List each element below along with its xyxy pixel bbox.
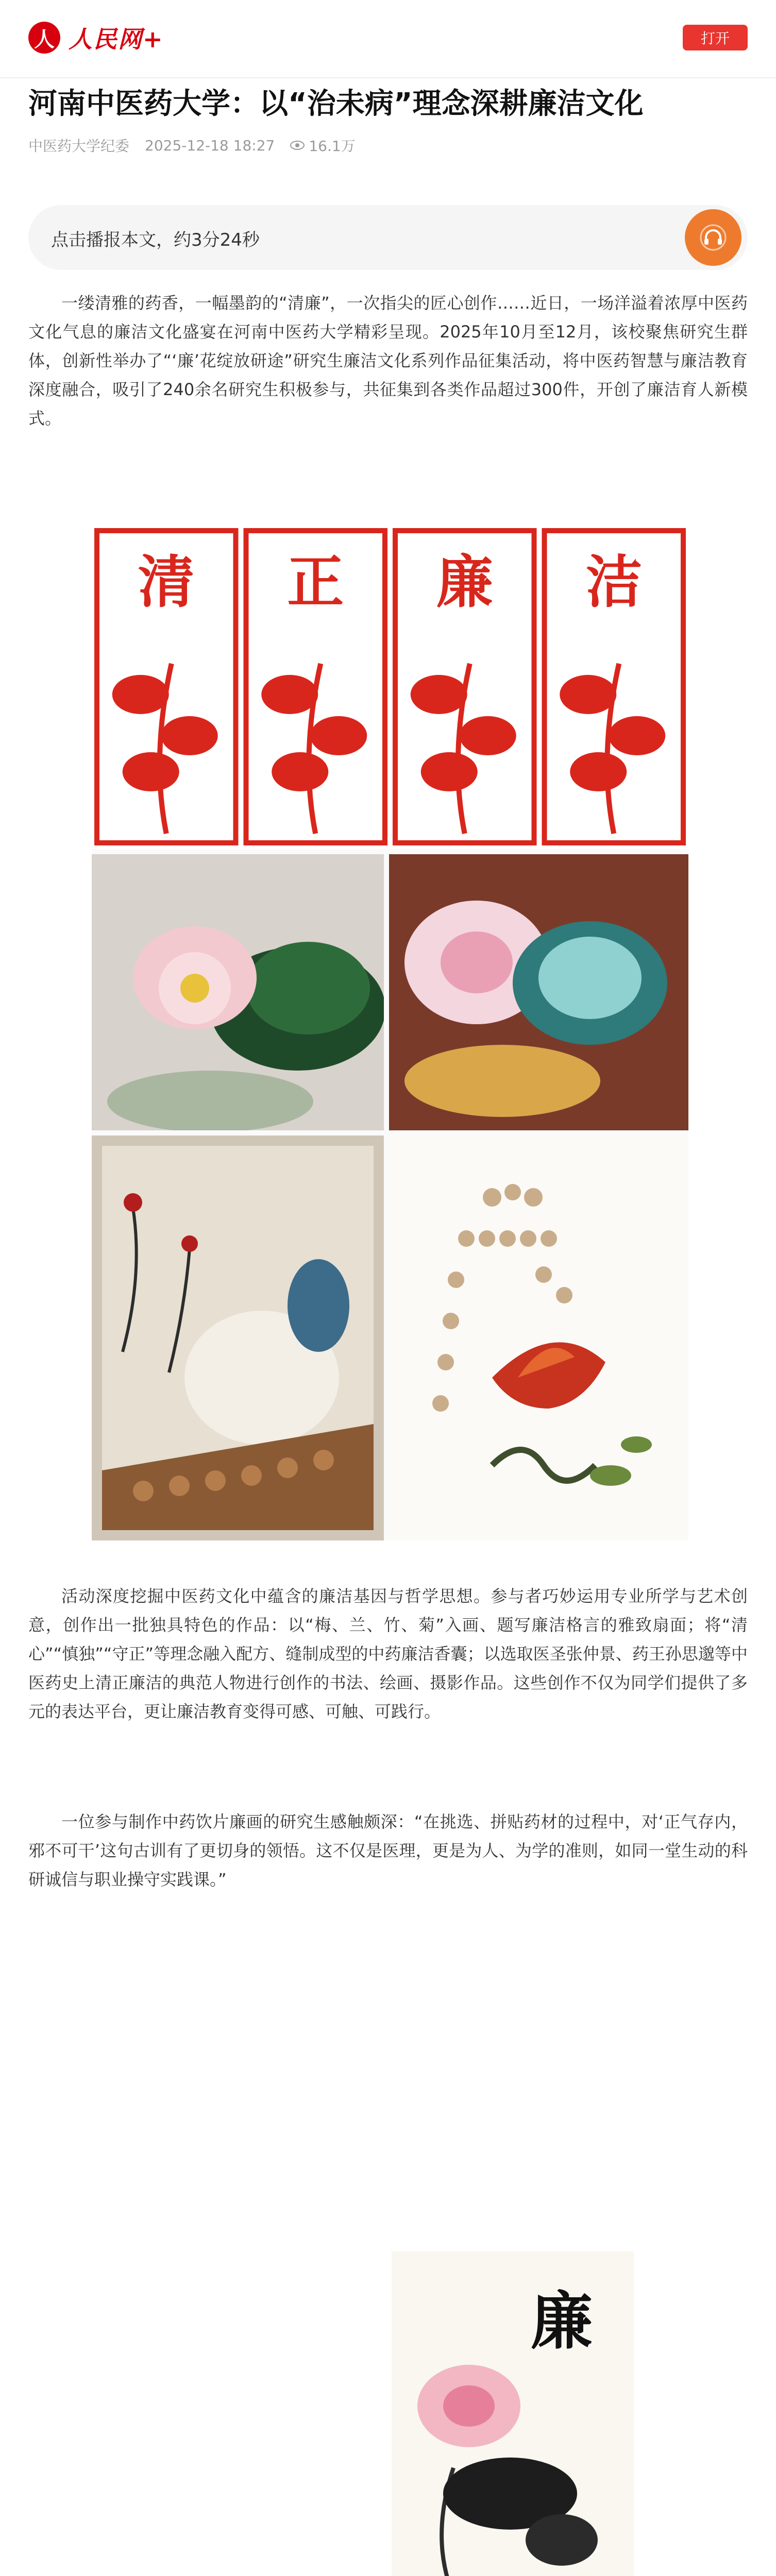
open-app-button[interactable]: 打开 (683, 25, 748, 50)
papercut-panel (97, 531, 236, 843)
brand-logo[interactable] (28, 20, 164, 56)
slogan-calligraphy (145, 2251, 387, 2576)
calligraphy-scroll-right (392, 1932, 634, 2246)
papercut-character: 正 (287, 549, 344, 615)
article-source: 中医药大学纪委 (28, 138, 130, 155)
papercut-panel (395, 531, 534, 843)
lotus-craft-photo-left (92, 854, 384, 1130)
article-title: 河南中医药大学：以“治未病”理念深耕廉洁文化 (28, 87, 644, 121)
headphones-icon[interactable] (685, 209, 741, 266)
audio-player[interactable] (28, 205, 748, 270)
lotus-painting-1 (392, 2251, 634, 2576)
activity-photo-collage[interactable] (92, 524, 688, 1540)
audio-player-label: 点击播报本文，约3分24秒 (51, 230, 260, 250)
eye-icon (290, 141, 305, 150)
calligraphy-painting-collage[interactable] (145, 1932, 634, 2576)
lotus-craft-photo-right (389, 854, 688, 1130)
article-paragraph-1: 一缕清雅的药香，一幅墨韵的“清廉”，一次指尖的匠心创作……近日，一场洋溢着浓厚中医药文化气息的廉洁文化盛宴在河南中医药大学精彩呈现。2025年10月至12月，该校聚焦研究生群体，创新性举办了“‘廉’花绽放研途”研究生廉洁文化系列作品征集活动，将中医药智慧与廉洁教育深度融合，吸引了240余名研究生积极参与，共征集到各类作品超过300件，开创了廉洁育人新模式。 (28, 293, 748, 428)
papercut-panel (545, 531, 684, 843)
papercut-panel (246, 531, 385, 843)
papercut-character: 清 (138, 549, 195, 615)
lian-character: 廉 (531, 2285, 593, 2358)
papercut-character: 廉 (436, 549, 493, 615)
herbal-character-collage-photo (389, 1136, 688, 1540)
article-datetime: 2025-12-18 18:27 (145, 137, 275, 154)
view-count-value: 16.1万 (309, 138, 356, 155)
article-paragraph-3: 一位参与制作中药饮片廉画的研究生感触颇深：“在挑选、拼贴药材的过程中，对‘正气存内，邪不可干’这句古训有了更切身的领悟。这不仅是医理，更是为人、为学的准则，如同一堂生动的科研诚信与职业操守实践课。” (28, 1812, 748, 1889)
article-paragraph-2: 活动深度挖掘中医药文化中蕴含的廉洁基因与哲学思想。参与者巧妙运用专业所学与艺术创意，创作出一批独具特色的作品：以“梅、兰、竹、菊”入画、题写廉洁格言的雅致扇面；将“清心”“慎独”“守正”等理念融入配方、缝制成型的中药廉洁香囊；以选取医圣张仲景、药王孙思邈等中医药史上清正廉洁的典范人物进行创作的书法、绘画、摄影作品。这些创作不仅为同学们提供了多元的表达平台，更让廉洁教育变得可感、可触、可践行。 (28, 1586, 748, 1721)
people-daily-logo-icon: 人 (28, 22, 60, 54)
view-count (290, 135, 370, 156)
papercut-artwork (92, 524, 688, 849)
papercut-character: 洁 (585, 549, 643, 615)
brand-name: 人民网+ (69, 25, 164, 53)
calligraphy-scroll-left (145, 1932, 387, 2246)
crane-herbal-collage-photo (92, 1136, 384, 1540)
top-bar (0, 0, 776, 78)
article-meta (28, 135, 386, 156)
